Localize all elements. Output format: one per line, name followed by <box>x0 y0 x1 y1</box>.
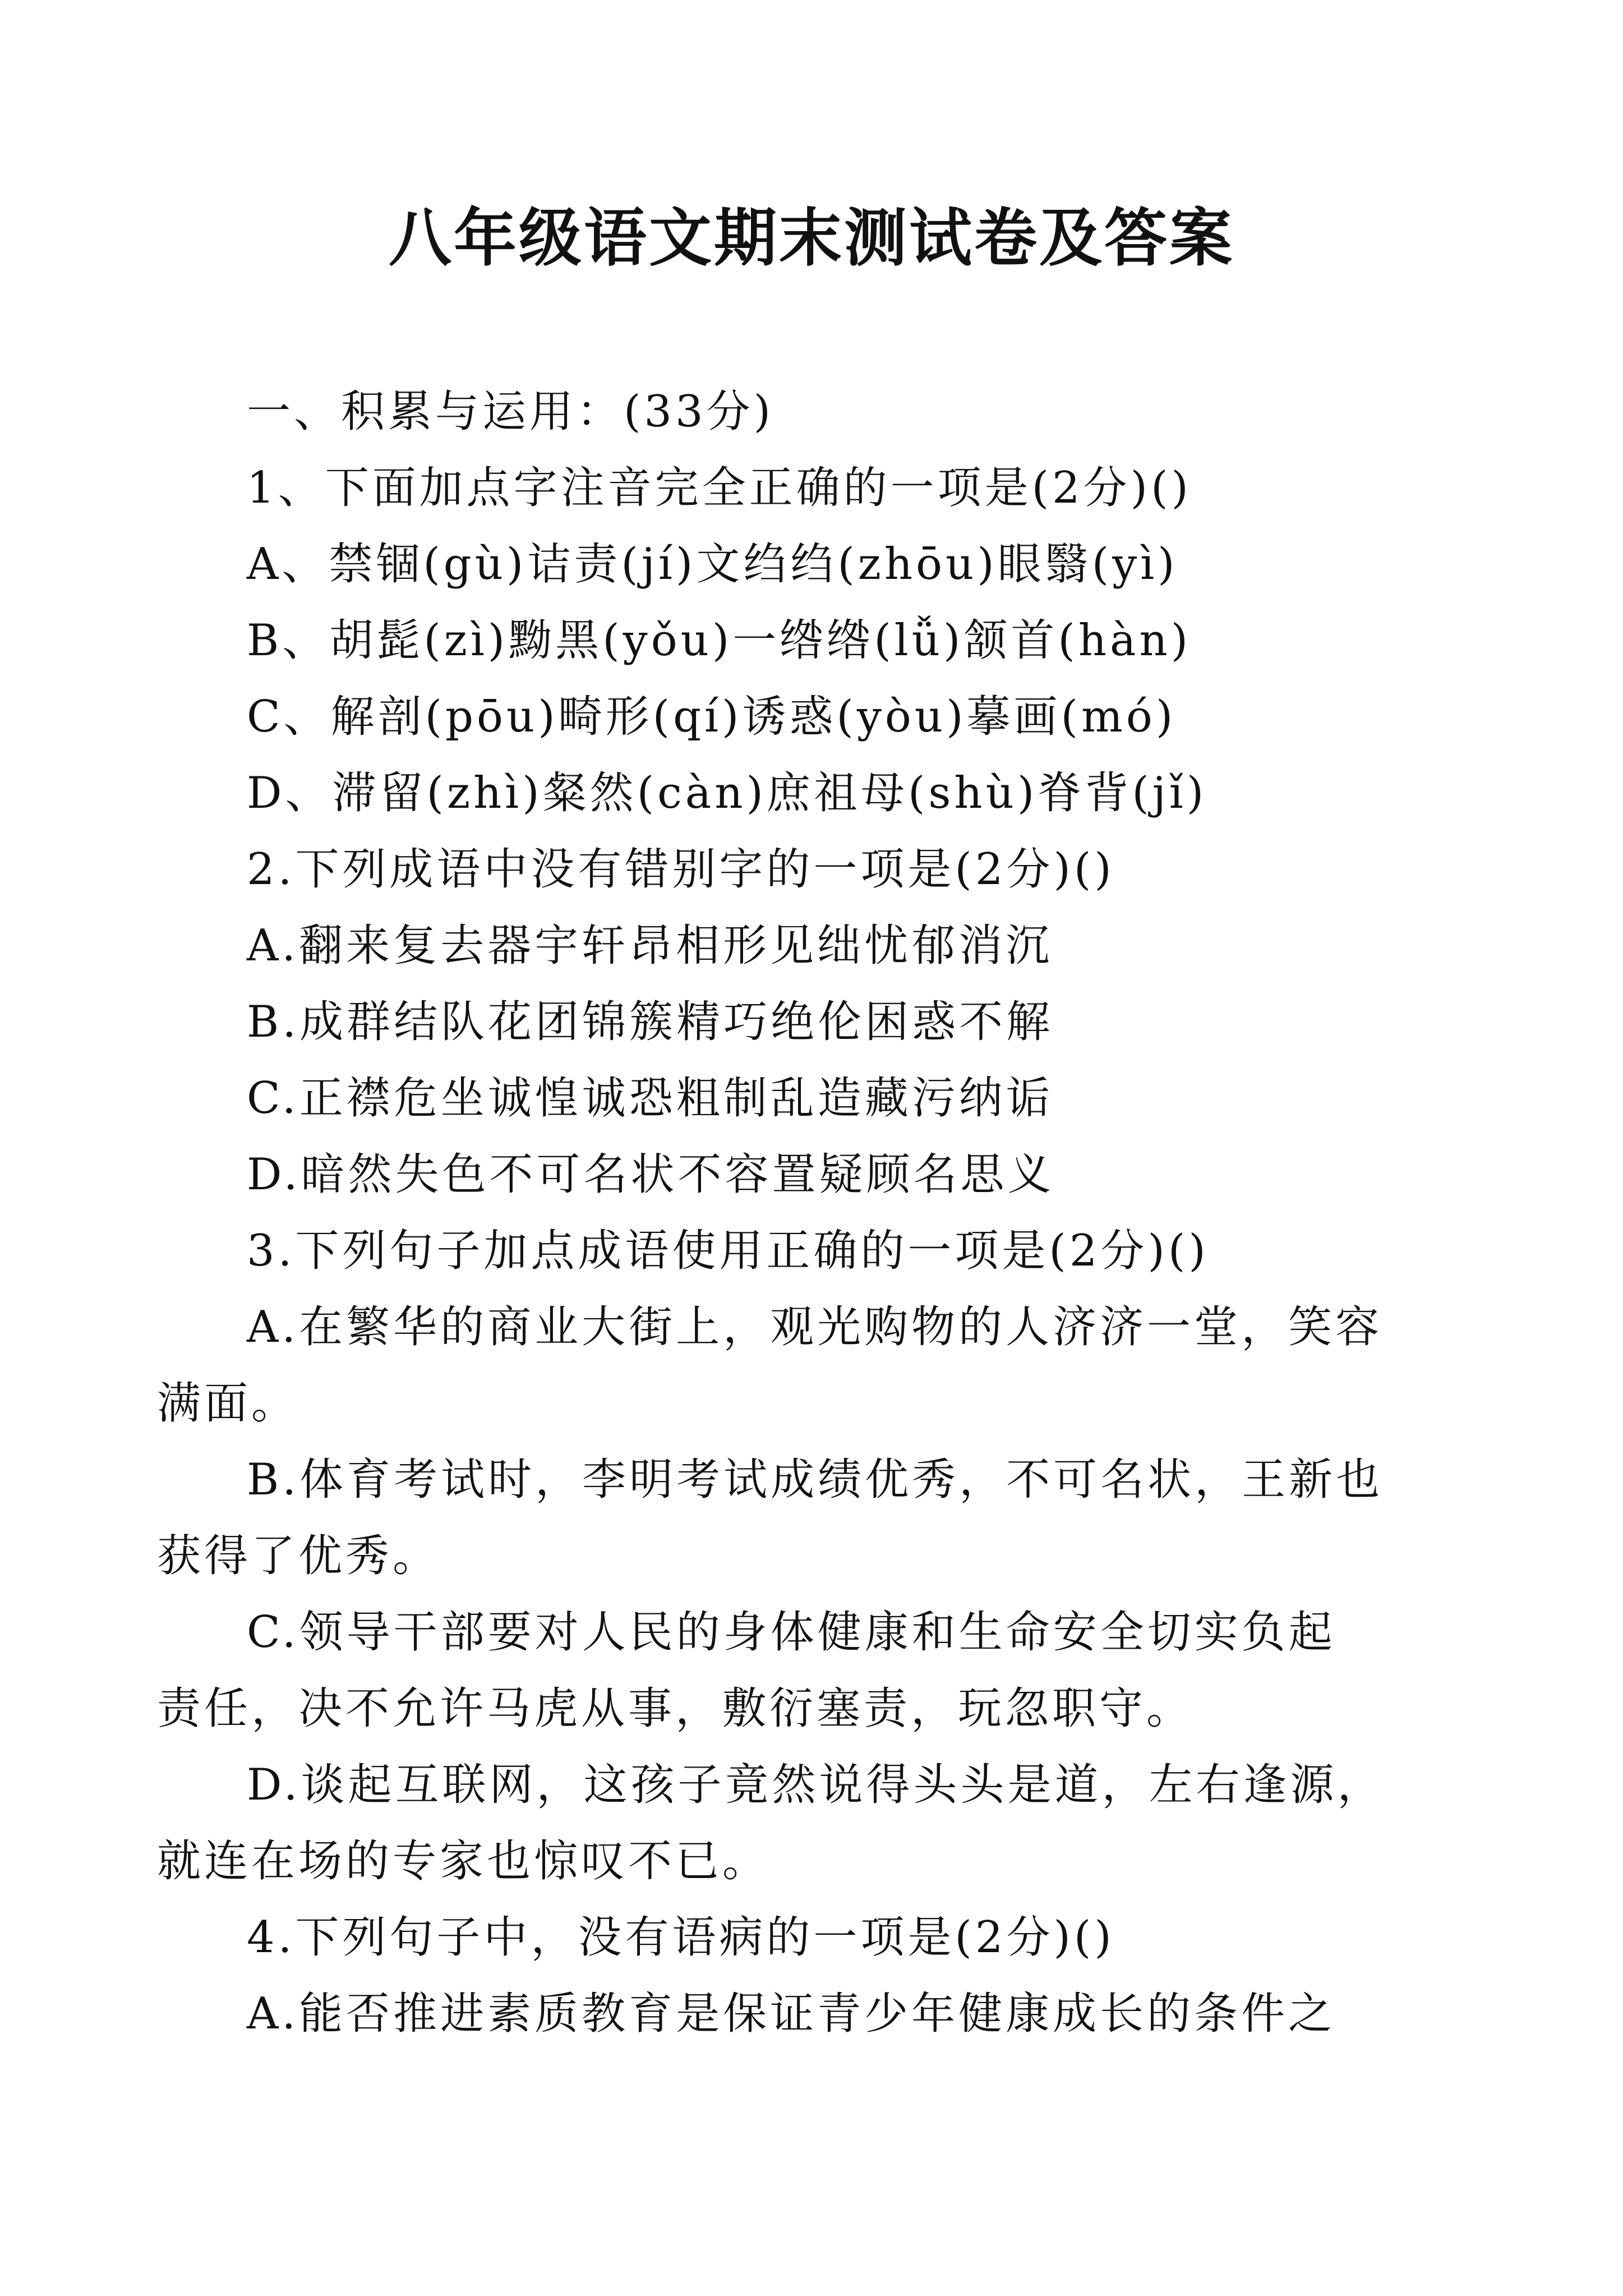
document-title: 八年级语文期末测试卷及答案 <box>389 201 1234 275</box>
section-heading: 一、积累与运用：(33分) <box>247 386 774 437</box>
question-1-option-b: B、胡髭(zì)黝黑(yǒu)一绺绺(lǚ)颔首(hàn) <box>247 615 1192 666</box>
question-4: 4.下列句子中，没有语病的一项是(2分)() <box>247 1912 1115 1963</box>
question-3: 3.下列句子加点成语使用正确的一项是(2分)() <box>247 1226 1209 1276</box>
question-1-option-c: C、解剖(pōu)畸形(qí)诱惑(yòu)摹画(mó) <box>247 692 1177 742</box>
document-body <box>157 374 1402 2052</box>
question-3-option-c-continued: 责任，决不允许马虎从事，敷衍塞责，玩忽职守。 <box>157 1683 1194 1734</box>
question-3-option-b: B.体育考试时，李明考试成绩优秀，不可名状，王新也 <box>247 1455 1384 1505</box>
question-4-option-a: A.能否推进素质教育是保证青少年健康成长的条件之 <box>247 1989 1336 2039</box>
question-2-option-d: D.暗然失色不可名状不容置疑顾名思义 <box>247 1149 1055 1200</box>
question-3-option-c: C.领导干部要对人民的身体健康和生命安全切实负起 <box>247 1607 1336 1658</box>
question-3-option-a-continued: 满面。 <box>157 1378 299 1429</box>
question-2-option-b: B.成群结队花团锦簇精巧绝伦困惑不解 <box>247 997 1054 1047</box>
question-2: 2.下列成语中没有错别字的一项是(2分)() <box>247 844 1115 895</box>
question-1-option-d: D、滞留(zhì)粲然(càn)庶祖母(shù)脊背(jǐ) <box>247 768 1207 818</box>
question-3-option-d-continued: 就连在场的专家也惊叹不已。 <box>157 1836 770 1887</box>
question-1-option-a: A、禁锢(gù)诘责(jí)文绉绉(zhōu)眼翳(yì) <box>247 539 1178 590</box>
question-2-option-c: C.正襟危坐诚惶诚恐粗制乱造藏污纳诟 <box>247 1073 1053 1124</box>
question-2-option-a: A.翻来复去器宇轩昂相形见绌忧郁消沉 <box>247 921 1053 971</box>
question-3-option-a: A.在繁华的商业大街上，观光购物的人济济一堂，笑容 <box>247 1302 1383 1352</box>
question-1: 1、下面加点字注音完全正确的一项是(2分)() <box>247 463 1192 513</box>
question-3-option-b-continued: 获得了优秀。 <box>157 1531 440 1581</box>
question-3-option-d: D.谈起互联网，这孩子竟然说得头头是道，左右逢源， <box>247 1760 1385 1810</box>
